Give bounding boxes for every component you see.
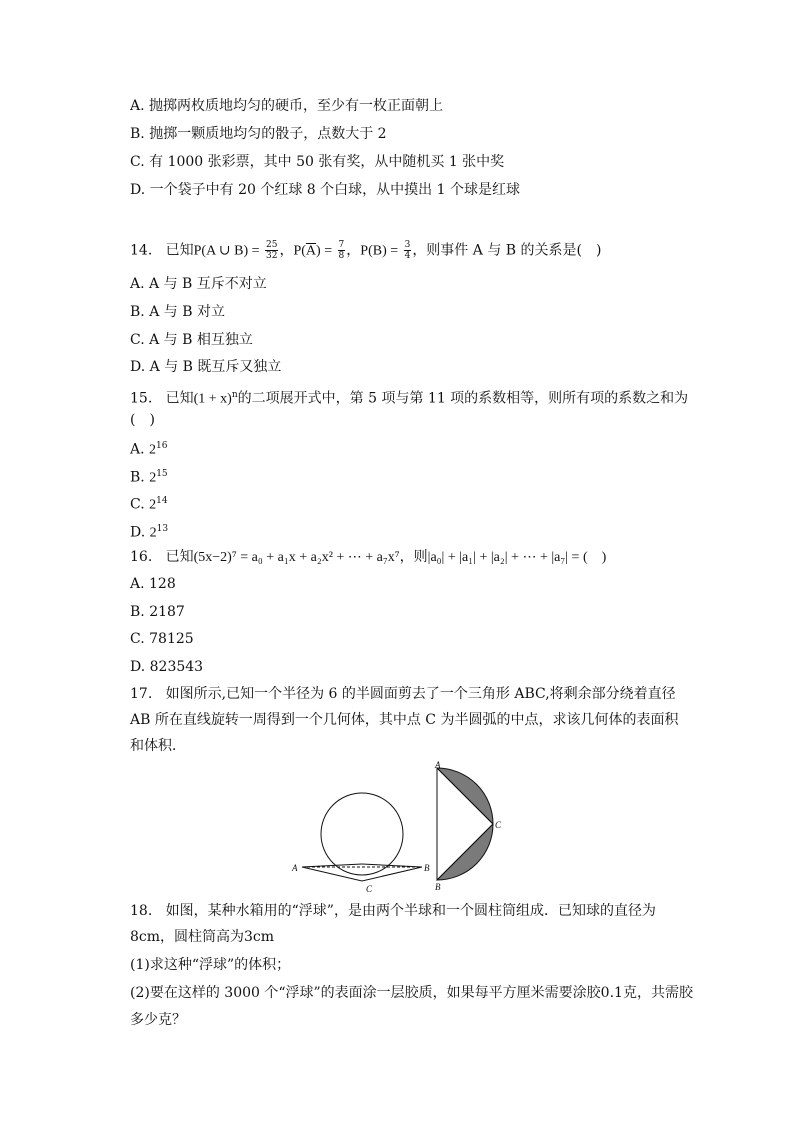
option-label: D. (130, 524, 146, 541)
q13-option-d (130, 180, 520, 200)
q17-stem (130, 681, 690, 759)
q13-option-b (130, 124, 387, 144)
q14-option-a (130, 274, 267, 294)
power-base: 2 (149, 470, 157, 486)
q13-option-c (130, 152, 504, 172)
power-base: 2 (149, 442, 157, 458)
question-number: 16. (130, 549, 153, 565)
label-c-left: C (366, 884, 373, 894)
p-close: ) = (316, 243, 333, 259)
option-label: D. (130, 659, 146, 675)
power-exponent: 15 (156, 469, 168, 479)
option-label: B. (130, 604, 145, 620)
stem-text: 如图，某种水箱用的“浮球”，是由两个半球和一个圆柱筒组成．已知球的直径为 (165, 903, 656, 919)
option-text: 2187 (149, 604, 185, 620)
exponent-n: n (231, 390, 238, 400)
q15-option-c (130, 491, 168, 516)
denominator: 8 (338, 251, 345, 261)
option-label: A. (130, 98, 145, 114)
q13-option-a (130, 96, 443, 116)
option-text: 一个袋子中有 20 个红球 8 个白球，从中摸出 1 个球是红球 (149, 182, 520, 198)
numerator: 3 (404, 240, 411, 250)
q16-stem (130, 547, 606, 568)
option-label: C. (130, 154, 145, 170)
option-label: B. (130, 126, 145, 142)
option-text: A 与 B 相互独立 (149, 332, 253, 348)
stem-expression: 已知(1 + x) (165, 391, 232, 407)
q14-option-d (130, 357, 281, 377)
q18-part2-line1: (2)要在这样的 3000 个“浮球”的表面涂一层胶质，如果每平方厘米需要涂胶0.1克，共需胶 (130, 985, 693, 1001)
label-a-right: A (435, 760, 441, 770)
option-label: B. (130, 304, 145, 320)
option-text: A 与 B 既互斥又独立 (149, 359, 282, 375)
q14-stem: 14. 已知P(A ∪ B) = $\frac{25}{32}$ ，$P(\overline{A})$ = $\frac{7}{8}$ ，P(B) = $\frac{3}{4}$ ，则事件 A 与 B 的关系是( ) (130, 240, 602, 261)
label-a-left: A (292, 863, 298, 873)
denominator: 32 (266, 251, 278, 261)
option-label: A. (130, 576, 145, 592)
circle-shape (321, 793, 403, 875)
option-label: B. (130, 469, 145, 486)
p-open: P( (293, 243, 306, 259)
option-text: 抛掷两枚质地均匀的硬币，至少有一枚正面朝上 (149, 98, 444, 114)
option-label: D. (130, 182, 146, 198)
q15-option-d (130, 519, 168, 544)
q18-part1: (1)求这种“浮球”的体积； (130, 957, 291, 973)
stem-text: 已知(5x−2)⁷ = a₀ + a₁x + a₂x² + ⋯ + a₇x⁷，则|a₀| + |a₁| + |a₂| + ⋯ + |a₇| = ( ) (165, 550, 607, 565)
numerator: 25 (266, 240, 278, 250)
fraction-3 (404, 240, 412, 261)
q16-option-a (130, 574, 176, 594)
denominator: 4 (404, 251, 411, 261)
q14-option-c (130, 330, 253, 350)
option-label: A. (130, 276, 145, 292)
option-label: A. (130, 441, 145, 458)
question-number: 18. (130, 903, 153, 919)
option-text: 128 (149, 576, 176, 592)
option-text: 抛掷一颗质地均匀的骰子，点数大于 2 (149, 126, 387, 142)
option-text: 823543 (149, 659, 204, 675)
label-b-left: B (424, 863, 430, 873)
p-b: P(B) = (360, 243, 399, 259)
stem-suffix: ，则事件 A 与 B 的关系是( ) (412, 242, 602, 259)
label-b-right: B (435, 882, 441, 892)
q18-part2-line2: 多少克？ (130, 1012, 186, 1028)
q15-option-a (130, 436, 167, 461)
stem-prefix: 已知 (165, 242, 194, 259)
fraction-2 (338, 240, 346, 261)
option-text: 有 1000 张彩票，其中 50 张有奖，从中随机买 1 张中奖 (149, 154, 505, 170)
q16-option-c (130, 629, 194, 649)
label-c-right: C (495, 820, 502, 830)
p-union: P(A ∪ B) = (193, 243, 260, 259)
p-not-a (293, 244, 332, 259)
q15-stem (130, 385, 688, 410)
q18-stem-line1 (130, 901, 656, 921)
triangle-lower-edges (302, 867, 422, 881)
power-base: 2 (149, 497, 157, 513)
power-exponent: 16 (156, 441, 168, 451)
option-label: D. (130, 359, 146, 375)
option-label: C. (130, 631, 145, 647)
q18-stem-line2: 8cm，圆柱筒高为3cm (130, 929, 275, 945)
q16-option-b (130, 602, 185, 622)
question-number: 15. (130, 390, 153, 407)
option-text: A 与 B 互斥不对立 (149, 276, 267, 292)
stem-text: 的二项展开式中，第 5 项与第 11 项的系数相等，则所有项的系数之和为 (237, 390, 689, 407)
a-complement: $\overline{A}$ (305, 243, 317, 259)
question-number: 14. (130, 242, 153, 259)
option-text: A 与 B 对立 (149, 304, 225, 320)
q15-answer-paren: ( ) (130, 412, 155, 428)
q17-figure (280, 760, 520, 895)
fraction-1 (265, 240, 278, 261)
power-exponent: 14 (156, 496, 168, 506)
power-exponent: 13 (156, 524, 169, 534)
q15-option-b (130, 464, 168, 489)
question-number: 17. (130, 686, 153, 702)
stem-text: 如图所示,已知一个半径为 6 的半圆面剪去了一个三角形 ABC,将剩余部分绕着直径 AB 所在直线旋转一周得到一个几何体，其中点 C 为半圆弧的中点，求该几何体的表面积和体积． (130, 686, 679, 754)
option-label: C. (130, 496, 145, 513)
option-text: 78125 (149, 631, 194, 647)
numerator: 7 (338, 240, 345, 250)
power-base: 2 (149, 525, 157, 541)
q16-option-d (130, 657, 203, 677)
option-label: C. (130, 332, 145, 348)
q14-option-b (130, 302, 225, 322)
